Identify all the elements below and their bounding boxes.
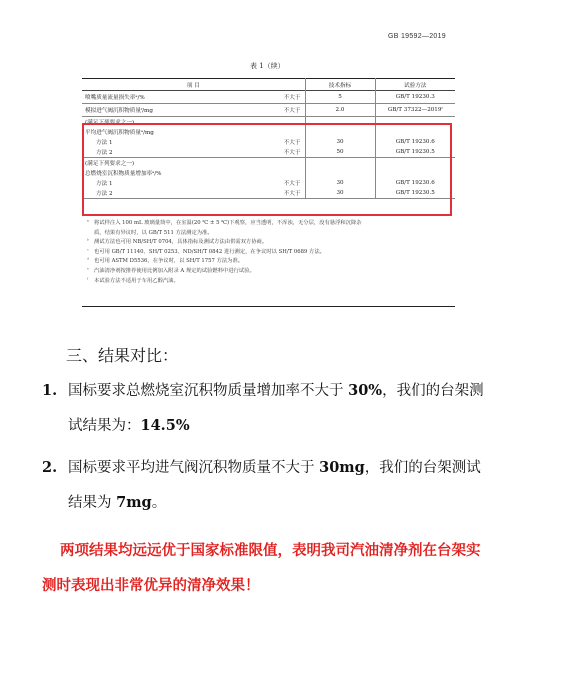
note-mark: ᶠ <box>87 277 88 283</box>
row-value: 30 <box>305 188 375 199</box>
note-item <box>84 267 456 277</box>
row-limit: 不大于 <box>283 191 301 197</box>
conclusion-line-2: 测时表现出非常优异的清净效果！ <box>42 577 260 594</box>
row-method: GB/T 19230.5 <box>375 147 455 158</box>
note-item <box>84 277 456 287</box>
row-limit: 不大于 <box>283 150 301 156</box>
row-value: 2.0 <box>305 104 375 117</box>
row-item: 模拟进气阀沉积物质量ᶠ/mg <box>85 108 153 114</box>
bold-value: 14.5% <box>140 417 190 434</box>
text-span: ，我们的台架测 <box>382 383 484 399</box>
row-value: 5 <box>305 91 375 104</box>
group-condition: (满足下列要求之一) <box>85 120 135 126</box>
text-span: ，我们的台架测试 <box>364 460 481 476</box>
group-heading: 总燃烧室沉积物质量增加率ᵃ/% <box>85 171 162 177</box>
note-item <box>84 248 456 258</box>
result-line-1 <box>68 461 481 475</box>
note-text: 也可用 GB/T 11140、SH/T 0253、ND/SH/T 0842 进行测定，在争议时以 SH/T 0689 方法。 <box>94 248 325 255</box>
row-limit: 不大于 <box>283 140 301 146</box>
column-header-spec: 技术指标 <box>305 79 375 91</box>
section-title: 三、结果对比： <box>66 346 179 365</box>
conclusion-line-1: 两项结果均远远优于国家标准限值，表明我司汽油清净剂在台架实 <box>60 542 481 559</box>
note-text: 测试方法也可用 NB/SH/T 0704，具体指标及测试方法由供需双方协商。 <box>94 239 268 246</box>
row-limit: 不大于 <box>283 95 301 101</box>
row-item: 方法 2 <box>96 191 113 197</box>
table-row <box>82 104 455 117</box>
bold-value: 30% <box>348 382 383 399</box>
column-header-item: 项 目 <box>186 82 200 89</box>
row-method: GB/T 37322—2019ᶠ <box>375 104 455 117</box>
note-item <box>84 238 456 248</box>
text-span: 。 <box>151 495 167 511</box>
note-item <box>84 219 456 229</box>
row-item: 喷嘴质量流量损失率ᵃ/% <box>85 95 145 101</box>
note-text: 也可用 ASTM D5536，在争议时，以 SH/T 1757 方法为准。 <box>94 258 244 265</box>
text-span: 结果为 <box>68 495 117 511</box>
note-text: 将试样注入 100 mL 玻璃量筒中，在室温(20 ℃ ± 5 ℃)下观察，应当透明，不浑浊，无分层，没有悬浮和沉降杂 <box>94 220 362 226</box>
group-heading: 平均进气阀沉积物质量ᵃ/mg <box>85 130 154 136</box>
result-line-2 <box>68 419 190 433</box>
row-item: 方法 1 <box>96 181 113 187</box>
text-span: 试结果为： <box>68 418 141 434</box>
note-text: 汽油清净剂按推荐使用比例加入附录 A 规定的试验燃料中进行试验。 <box>94 267 255 274</box>
note-text: 质，结果有异议时，以 GB/T 511 方法测定为准。 <box>94 229 213 236</box>
bold-value: 7mg <box>116 494 152 511</box>
table-row <box>82 91 455 104</box>
text-span: 国标要求平均进气阀沉积物质量不大于 <box>68 460 320 476</box>
note-item <box>84 229 456 239</box>
result-number: 1. <box>42 382 58 399</box>
text-span: 国标要求总燃烧室沉积物质量增加率不大于 <box>68 383 349 399</box>
row-limit: 不大于 <box>283 108 301 114</box>
row-method: GB/T 19230.5 <box>375 188 455 199</box>
standard-number: GB 19592—2019 <box>388 33 446 40</box>
note-mark: ᵉ <box>87 267 89 273</box>
row-value: 50 <box>305 147 375 158</box>
note-item <box>84 257 456 267</box>
result-number: 2. <box>42 459 58 476</box>
group-condition: (满足下列要求之一) <box>85 161 135 167</box>
column-header-method: 试验方法 <box>375 79 455 91</box>
table-notes <box>84 219 456 286</box>
result-line-2 <box>68 496 166 510</box>
result-line-1 <box>68 384 484 398</box>
row-method: GB/T 19230.6 <box>375 137 455 147</box>
note-mark: ᵈ <box>87 258 89 264</box>
note-mark: ᵃ <box>87 220 89 225</box>
row-method: GB/T 19230.6 <box>375 178 455 188</box>
note-mark: ᶜ <box>87 248 89 254</box>
row-value: 30 <box>305 137 375 147</box>
row-value: 30 <box>305 178 375 188</box>
row-item: 方法 2 <box>96 150 113 156</box>
row-item: 方法 1 <box>96 140 113 146</box>
table-title: 表 1（续） <box>250 62 285 70</box>
row-limit: 不大于 <box>283 181 301 187</box>
highlight-box <box>82 123 452 216</box>
bold-value: 30mg <box>319 459 365 476</box>
row-method: GB/T 19230.3 <box>375 91 455 104</box>
note-mark: ᵇ <box>87 239 89 245</box>
note-text: 本试验方法不适用于车用乙醇汽油。 <box>94 277 179 284</box>
